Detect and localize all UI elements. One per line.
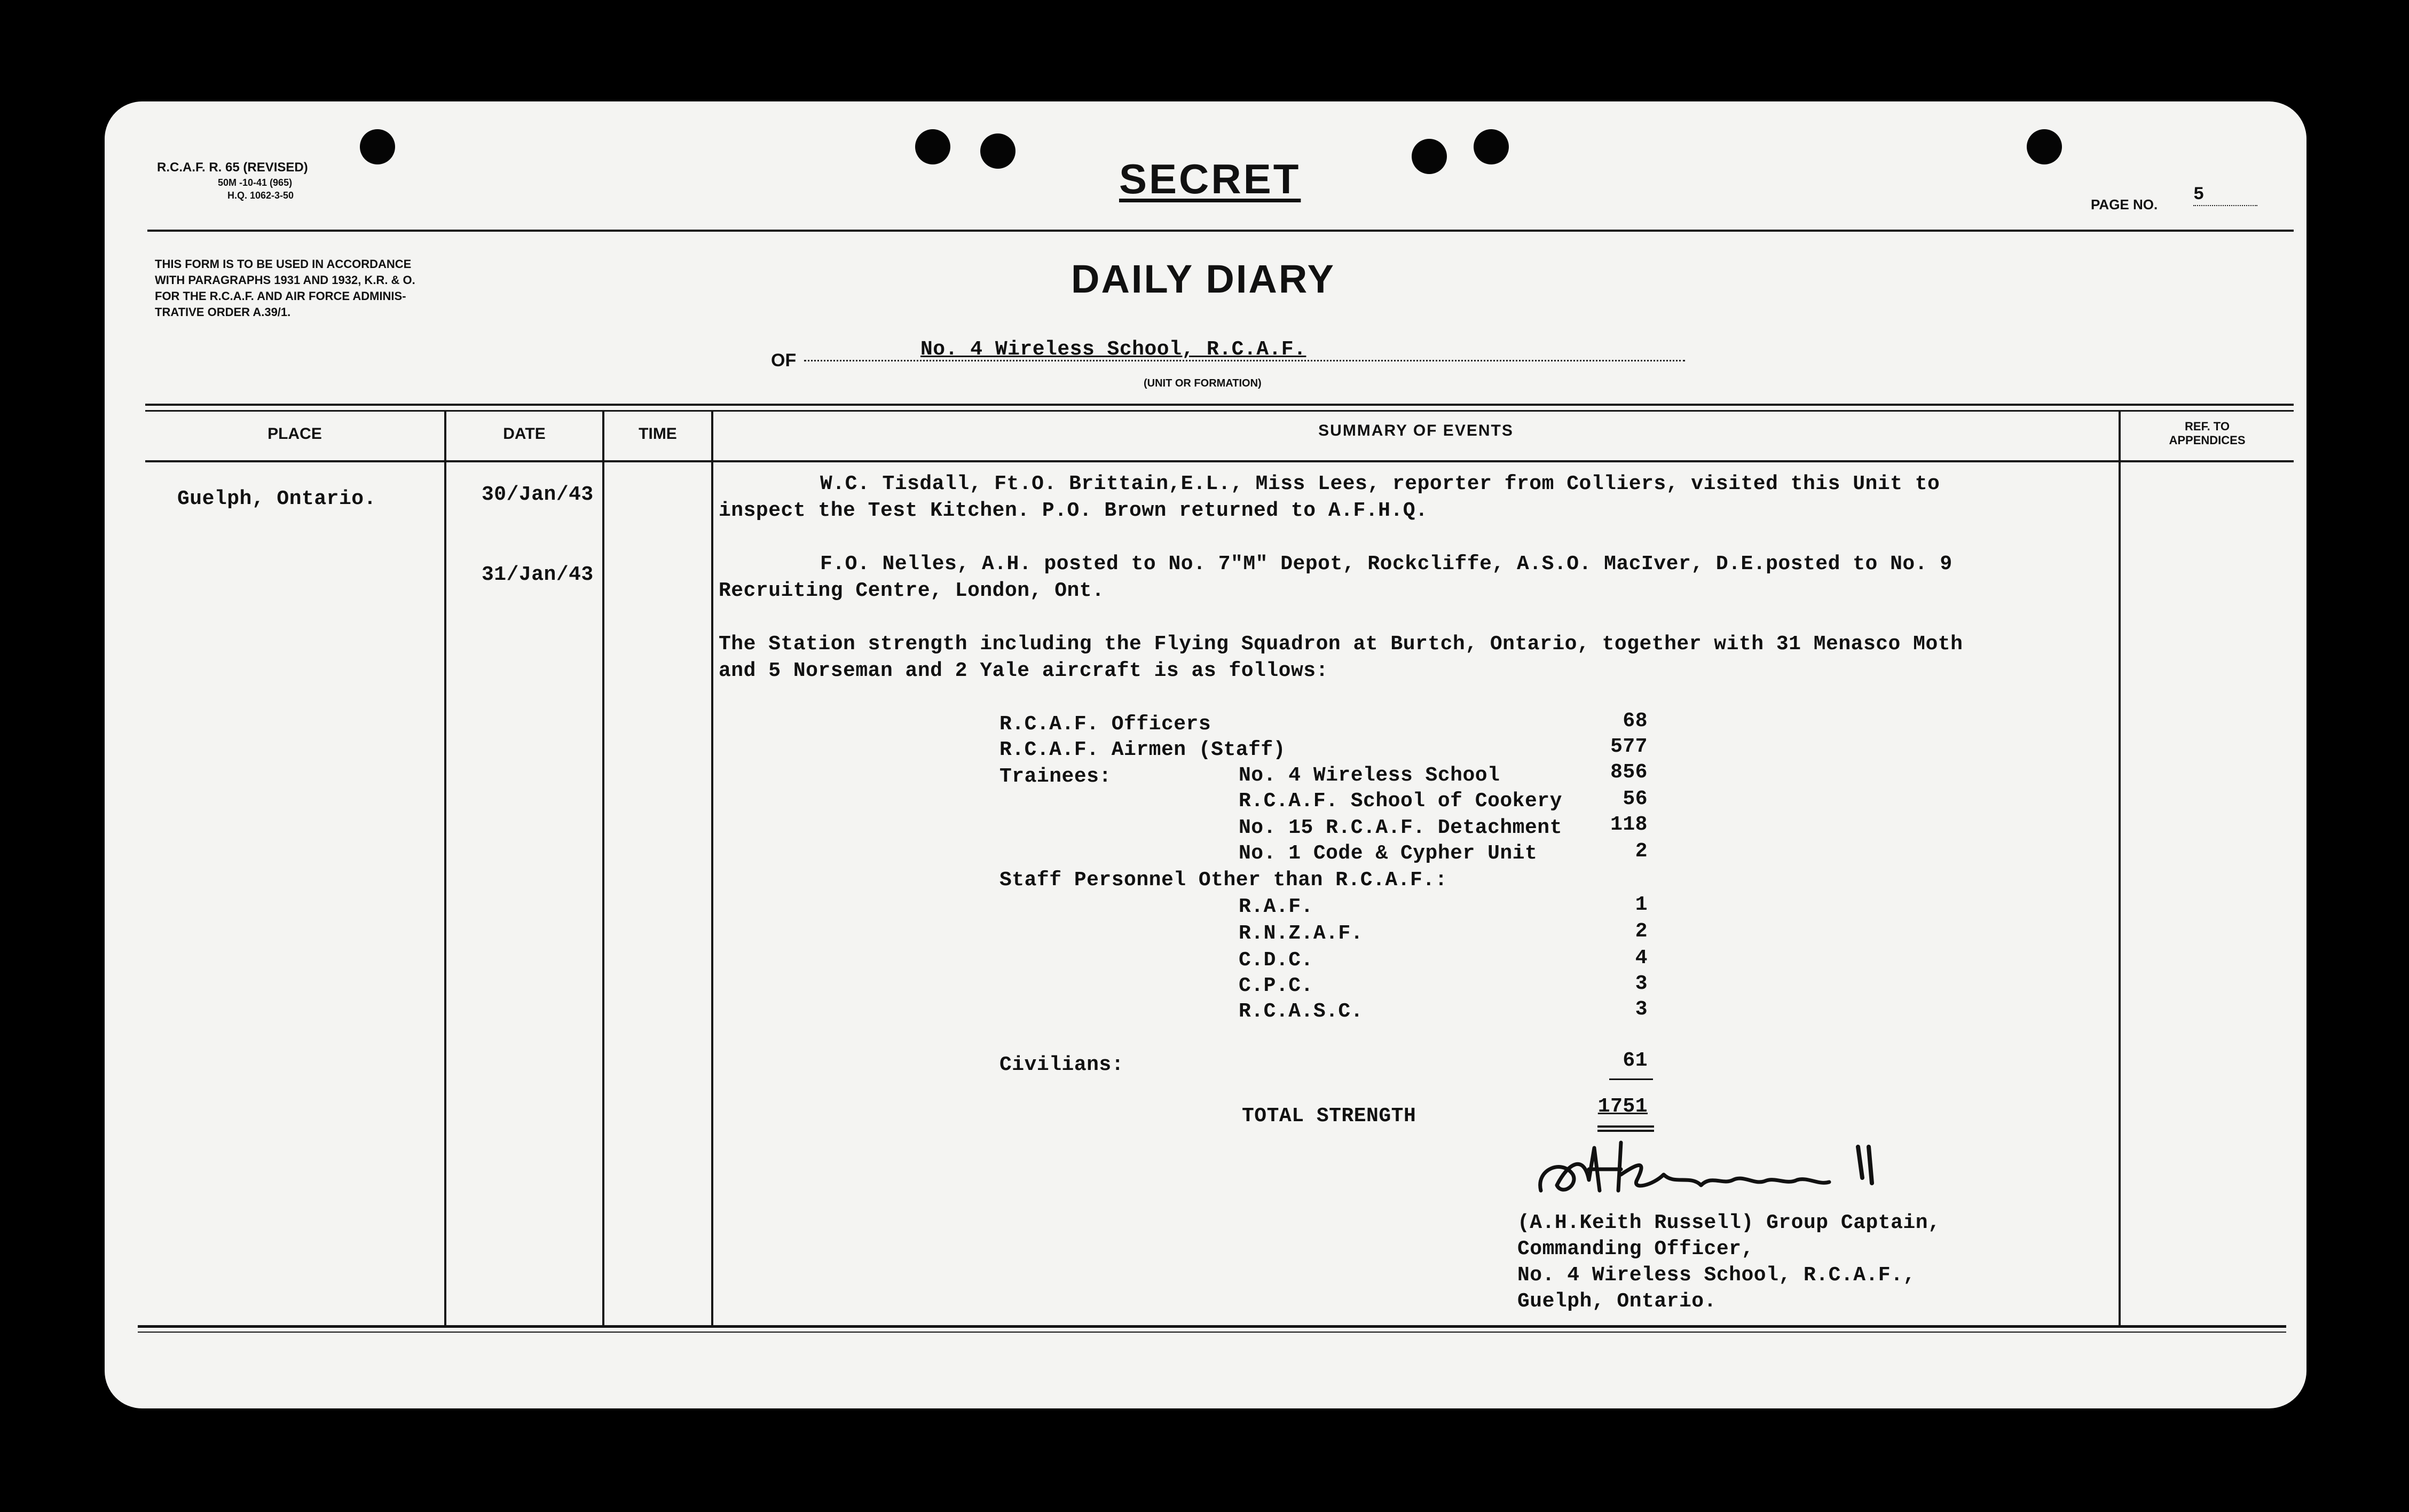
strength-label: R.C.A.F. Airmen (Staff) [999,738,1286,761]
strength-label: R.C.A.F. Officers [999,713,1211,736]
punch-hole [1474,129,1509,164]
strength-label: No. 15 R.C.A.F. Detachment [1239,816,1562,839]
strength-value: 856 [1610,761,1648,784]
event-entry: W.C. Tisdall, Ft.O. Brittain,E.L., Miss Lees, reporter from Colliers, visited this Unit to inspect the Test Kitchen. P.O. Brown returned to A.F.H.Q. [719,472,1940,522]
rule [147,230,2294,232]
strength-label: No. 4 Wireless School [1239,764,1500,787]
strength-value: 1 [1635,893,1648,916]
handwritten-signature [1530,1132,1904,1212]
form-instructions: THIS FORM IS TO BE USED IN ACCORDANCE WITH PARAGRAPHS 1931 AND 1932, K.R. & O. FOR THE R.C.A.F. AND AIR FORCE ADMINIS- TRATIVE ORDER A.39/1. [155,257,415,319]
punch-hole [1412,139,1447,174]
strength-label: Staff Personnel Other than R.C.A.F.: [999,869,1447,892]
strength-value: 118 [1610,813,1648,836]
column-divider [602,411,604,1326]
signature-block: (A.H.Keith Russell) Group Captain, Commanding Officer, No. 4 Wireless School, R.C.A.F., Guelph, Ontario. [1517,1211,1941,1313]
strength-label: R.A.F. [1239,895,1313,918]
date-cell: 30/Jan/43 [482,483,594,506]
table-bottom-rule [138,1325,2286,1328]
strength-label: R.C.A.F. School of Cookery [1239,790,1562,813]
strength-label: C.D.C. [1239,949,1313,972]
strength-label: No. 1 Code & Cypher Unit [1239,842,1538,865]
column-header-date: DATE [503,425,546,443]
punch-hole [980,133,1015,169]
strength-value: 3 [1635,972,1648,995]
strength-value: 2 [1635,840,1648,863]
column-divider [444,411,446,1326]
column-header-appendices: REF. TO APPENDICES [2169,420,2246,447]
place-cell: Guelph, Ontario. [177,487,376,510]
column-header-time: TIME [639,425,677,443]
total-label: TOTAL STRENGTH [1242,1105,1416,1128]
total-double-rule [1597,1125,1654,1128]
punch-hole [360,129,395,164]
form-code: H.Q. 1062-3-50 [227,190,294,201]
form-title: DAILY DIARY [1071,257,1335,301]
punch-hole [2027,129,2062,164]
page-number-label: PAGE NO. [2091,196,2158,212]
column-header-place: PLACE [267,425,322,443]
strength-value: 56 [1623,788,1648,810]
total-value: 1751 [1597,1095,1648,1118]
column-header-summary: SUMMARY OF EVENTS [1318,422,1514,439]
strength-label: Trainees: [999,765,1112,788]
column-divider [711,411,713,1326]
date-cell: 31/Jan/43 [482,563,594,586]
punch-hole [915,129,950,164]
strength-label: R.C.A.S.C. [1239,1000,1364,1023]
total-rule [1609,1078,1653,1080]
header-rule [145,460,2294,462]
strength-label: C.P.C. [1239,974,1313,997]
unit-caption: (UNIT OR FORMATION) [1144,377,1262,389]
table-top-rule [145,404,2294,406]
strength-value: 68 [1623,710,1648,733]
diary-form-card [105,101,2306,1408]
strength-value: 577 [1610,735,1648,758]
event-entry: The Station strength including the Flying Squadron at Burtch, Ontario, together with 31 Menasco Moth and 5 Norseman and 2 Yale aircraft is as follows: [719,633,1963,682]
strength-value: 4 [1635,947,1648,970]
classification-heading: SECRET [1119,155,1301,202]
strength-label: Civilians: [999,1053,1124,1076]
form-code: R.C.A.F. R. 65 (REVISED) [157,160,308,175]
strength-label: R.N.Z.A.F. [1239,922,1364,945]
event-entry: F.O. Nelles, A.H. posted to No. 7"M" Depot, Rockcliffe, A.S.O. MacIver, D.E.posted to No. 9 Recruiting Centre, London, Ont. [719,553,1953,602]
of-label: OF [771,350,797,371]
page-number-value: 5 [2193,185,2257,206]
strength-value: 3 [1635,998,1648,1021]
unit-name: No. 4 Wireless School, R.C.A.F. [920,338,1306,361]
strength-value: 61 [1623,1049,1648,1072]
table-top-rule [145,410,2294,412]
form-code: 50M -10-41 (965) [218,177,293,188]
footer-rule [138,1332,2286,1333]
column-divider [2119,411,2121,1326]
strength-value: 2 [1635,920,1648,943]
